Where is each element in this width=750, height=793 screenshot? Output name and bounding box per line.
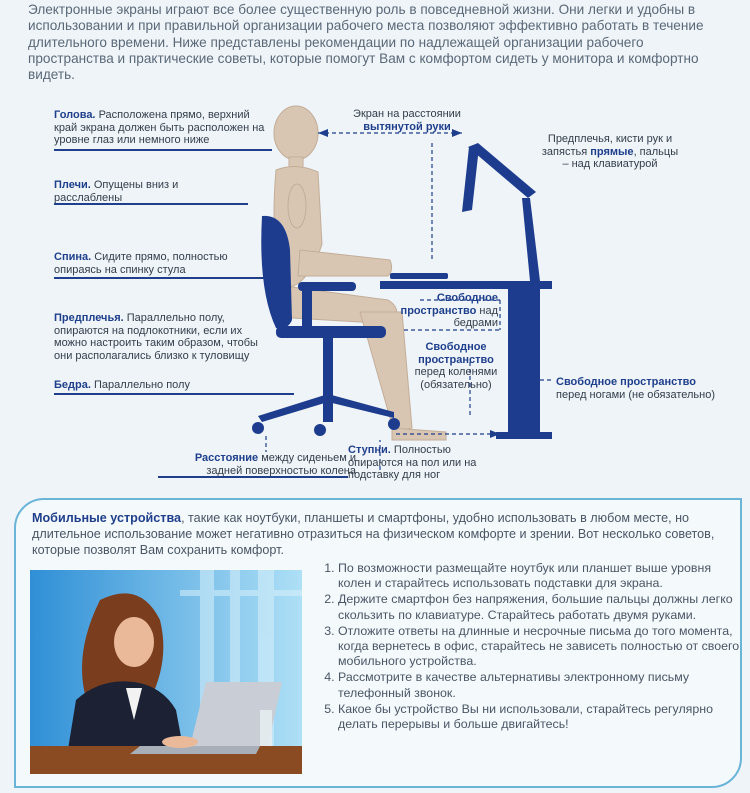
forearms-label-text: Параллельно полу, опираются на подлокотники, если их можно настроить таким образом, чтобы они располагались близко к туловищу (54, 312, 258, 362)
screen-distance-bold: вытянутой руки (363, 120, 451, 133)
leg-space-title: Свободное пространство (556, 376, 696, 388)
monitor (462, 143, 540, 281)
shoulders-label-title: Плечи. (54, 179, 91, 191)
list-item: 2. Держите смартфон без напряжения, большие пальцы должны легко скользить по клавиатуре. Старайтесь работать двумя руками. (338, 592, 743, 622)
head-underline (54, 149, 272, 151)
forearms-label (54, 312, 269, 362)
head-label-text: Расположена прямо, верхний край экрана должен быть расположен на уровне глаз или немного ниже (54, 109, 265, 146)
back-label-title: Спина. (54, 251, 92, 263)
leg-space-label (556, 376, 716, 401)
screen-distance-label (342, 108, 472, 133)
distance-label-title: Расстояние (194, 452, 259, 464)
woman-with-laptop-photo (30, 570, 302, 774)
wrists-label-post: , пальцы – над клавиатурой (562, 145, 679, 170)
thigh-space-label (388, 292, 498, 330)
intro-paragraph: Электронные экраны играют все более существенную роль в повседневной жизни. Они легки и удобны в использовании и при правильной организации рабочего места позволяют эффективно работать в течение длительного времени. Ниже представлены рекомендации по надлежащей организации рабочего пространства и практические советы, которые помогут Вам с комфортом сидеть у монитора и комфортно видеть. (28, 2, 704, 83)
list-item: 3. Отложите ответы на длинные и несрочные письма до того момента, когда вернетесь в офис, старайтесь не зависеть полностью от своего мобильного устройства. (338, 624, 743, 670)
knee-space-label (410, 341, 502, 391)
back-label (54, 251, 254, 276)
list-item: 1. По возможности размещайте ноутбук или планшет выше уровня колен и старайтесь использовать подставки для экрана. (338, 561, 743, 591)
thigh-space-title: Свободное пространство (400, 292, 498, 317)
feet-label-title: Ступни. (348, 444, 391, 456)
thigh-space-text: над бедрами (453, 304, 498, 329)
shoulders-label-text: Опущены вниз и расслаблены (54, 179, 179, 204)
screen-distance-text: Экран на расстоянии (353, 108, 461, 120)
leg-space-text: перед ногами (не обязательно) (556, 388, 716, 401)
mobile-tips-list (322, 561, 743, 733)
back-label-text: Сидите прямо, полностью опираясь на спинку стула (54, 251, 228, 276)
mobile-devices-title: Мобильные устройства (32, 511, 182, 525)
distance-label (156, 452, 356, 477)
knee-space-title: Свободное пространство (418, 341, 494, 366)
wrists-label-bold: прямые (590, 145, 634, 158)
head-label (54, 109, 274, 147)
thighs-label-text: Параллельно полу (93, 379, 190, 391)
thighs-underline (54, 393, 294, 395)
list-item: 4. Рассмотрите в качестве альтернативы электронному письму телефонный звонок. (338, 670, 743, 700)
wrists-label-pre: Предплечья, кисти рук и запястья (541, 133, 673, 158)
thighs-label (54, 379, 254, 392)
shoulders-label (54, 179, 194, 204)
keyboard (390, 273, 448, 279)
feet-label (348, 444, 498, 482)
back-underline (54, 277, 264, 279)
forearms-label-title: Предплечья. (54, 312, 124, 324)
mobile-devices-intro (32, 510, 737, 558)
head-label-title: Голова. (54, 109, 96, 121)
wrists-label (540, 133, 680, 171)
mobile-devices-text: , такие как ноутбуки, планшеты и смартфоны, удобно использовать в любом месте, но длительное использование может негативно отразиться на физическом комфорте и зрении. Вот несколько советов, которые позволят Вам сохранить комфорт. (32, 511, 715, 557)
thighs-label-title: Бедра. (54, 379, 91, 391)
distance-label-text: между сиденьем и задней поверхностью колена (206, 452, 356, 477)
feet-label-text: Полностью опираются на пол или на подставку для ног (348, 444, 477, 481)
list-item: 5. Какое бы устройство Вы ни использовали, старайтесь регулярно делать перерывы и больше двигайтесь! (338, 702, 743, 732)
knee-space-text: перед коленями (обязательно) (414, 366, 498, 391)
